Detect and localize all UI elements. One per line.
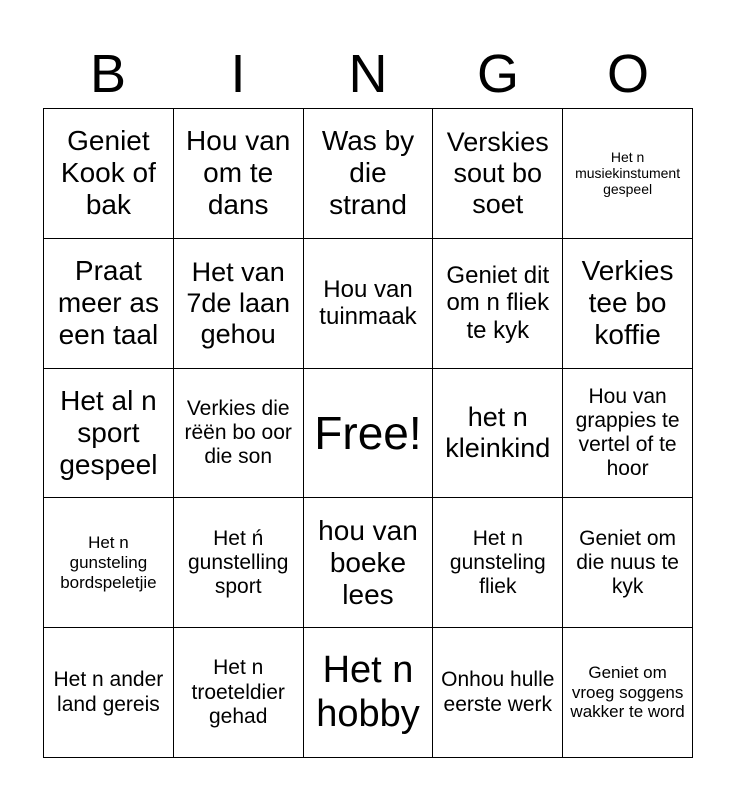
bingo-cell[interactable] xyxy=(563,239,693,369)
cell-label: hou van boeke lees xyxy=(318,514,418,610)
bingo-cell[interactable] xyxy=(44,498,174,628)
cell-label: Free! xyxy=(314,406,422,459)
bingo-cell[interactable] xyxy=(44,109,174,239)
bingo-cell[interactable] xyxy=(304,498,434,628)
bingo-header xyxy=(43,40,693,108)
bingo-cell[interactable] xyxy=(304,628,434,758)
bingo-cell[interactable] xyxy=(304,109,434,239)
cell-label: Geniet om vroeg soggens wakker te word xyxy=(570,663,685,722)
header-letter-g: G xyxy=(476,44,519,104)
bingo-cell[interactable] xyxy=(174,628,304,758)
bingo-cell[interactable] xyxy=(174,369,304,499)
header-letter-i: I xyxy=(230,44,246,104)
cell-label: Het n ander land gereis xyxy=(53,668,164,716)
cell-label: Verkies die rëën bo oor die son xyxy=(184,396,292,469)
bingo-cell[interactable] xyxy=(563,498,693,628)
bingo-cell[interactable] xyxy=(304,239,434,369)
bingo-cell[interactable] xyxy=(174,239,304,369)
cell-label: Het n hobby xyxy=(316,648,420,735)
cell-label: Geniet dit om n fliek te kyk xyxy=(446,261,550,344)
bingo-cell[interactable] xyxy=(44,239,174,369)
bingo-cell[interactable] xyxy=(563,109,693,239)
bingo-cell[interactable] xyxy=(433,109,563,239)
cell-label: Geniet om die nuus te kyk xyxy=(576,526,679,598)
free-cell[interactable] xyxy=(304,369,434,499)
bingo-cell[interactable] xyxy=(44,628,174,758)
bingo-cell[interactable] xyxy=(433,239,563,369)
header-letter-n: N xyxy=(348,44,388,104)
cell-label: Was by die strand xyxy=(321,125,415,221)
cell-label: Het al n sport gespeel xyxy=(59,384,158,481)
cell-label: Het n musiekinstument gespeel xyxy=(575,149,681,198)
cell-label: Het n troeteldier gehad xyxy=(191,656,285,728)
cell-label: Het n gunsteling bordspeletjie xyxy=(60,533,157,592)
cell-label: Het ń gunstelling sport xyxy=(187,526,289,598)
bingo-cell[interactable] xyxy=(44,369,174,499)
bingo-cell[interactable] xyxy=(174,498,304,628)
cell-label: het n kleinkind xyxy=(445,401,551,463)
cell-label: Hou van tuinmaak xyxy=(319,275,417,331)
cell-label: Geniet Kook of bak xyxy=(60,125,156,221)
cell-label: Hou van om te dans xyxy=(186,125,291,221)
cell-label: Verkies tee bo koffie xyxy=(581,254,674,351)
bingo-cell[interactable] xyxy=(563,628,693,758)
bingo-cell[interactable] xyxy=(433,369,563,499)
bingo-grid xyxy=(43,108,693,758)
bingo-cell[interactable] xyxy=(433,628,563,758)
header-letter-o: O xyxy=(606,44,649,104)
cell-label: Verskies sout bo soet xyxy=(446,126,549,219)
cell-label: Het van 7de laan gehou xyxy=(186,256,290,349)
bingo-cell[interactable] xyxy=(174,109,304,239)
cell-label: Onhou hulle eerste werk xyxy=(441,668,555,716)
bingo-cell[interactable] xyxy=(563,369,693,499)
bingo-cell[interactable] xyxy=(433,498,563,628)
cell-label: Het n gunsteling fliek xyxy=(449,526,546,598)
header-letter-b: B xyxy=(89,44,127,104)
cell-label: Praat meer as een taal xyxy=(57,254,159,351)
cell-label: Hou van grappies te vertel of te hoor xyxy=(575,384,680,481)
